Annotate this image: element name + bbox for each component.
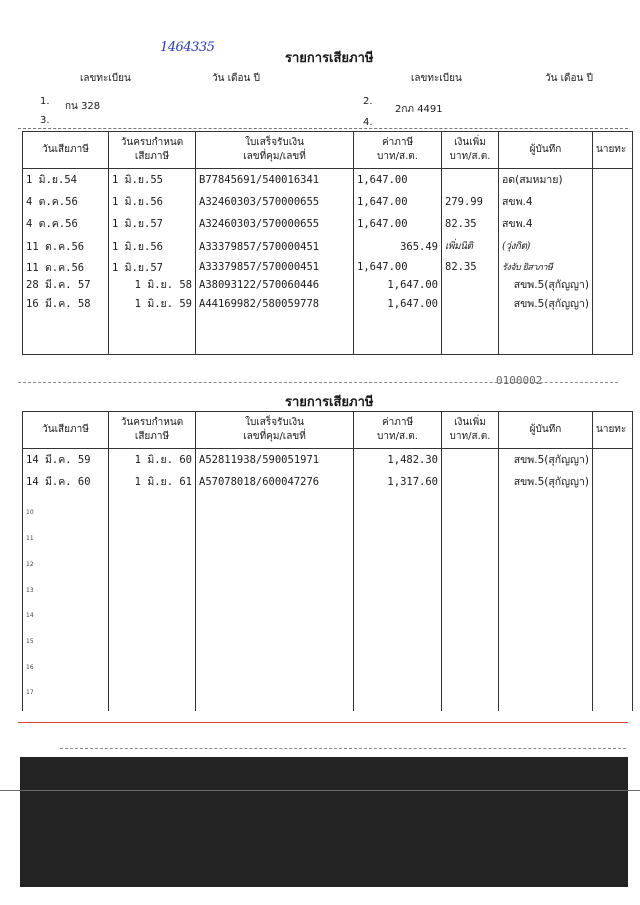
tax-date: 4 ต.ค.56: [23, 191, 109, 213]
tax-date: 28 มี.ค. 57: [23, 276, 109, 294]
due-date: 1 มิ.ย.57: [109, 259, 196, 276]
row-number: 17: [26, 689, 34, 696]
surcharge: [442, 471, 499, 493]
tax-date: 11 ต.ค.56: [23, 235, 109, 259]
col-receipt: ใบเสร็จรับเงิน เลขที่คุม/เลขที่: [196, 132, 354, 169]
table-row-empty: [23, 493, 633, 712]
left-registration-label: เลขทะเบียน: [80, 73, 131, 84]
surcharge: [442, 276, 499, 294]
table-row-empty: [23, 314, 633, 355]
tax: 365.49: [354, 235, 442, 259]
recorder: อด(สมหมาย): [499, 169, 593, 191]
table-row: [23, 191, 633, 213]
col-registrar: นายทะ: [593, 132, 633, 169]
col-receipt: ใบเสร็จรับเงิน เลขที่คุม/เลขที่: [196, 412, 354, 449]
col-registrar: นายทะ: [593, 412, 633, 449]
surcharge: [442, 169, 499, 191]
tax: 1,647.00: [354, 259, 442, 276]
tax: 1,647.00: [354, 213, 442, 235]
tax-table-2: [22, 411, 633, 711]
recorder: สขพ.5(สุกัญญา): [499, 294, 593, 314]
due-date: 1 มิ.ย.56: [109, 191, 196, 213]
col-due-date: วันครบกำหนด เสียภาษี: [109, 412, 196, 449]
tax-date: 14 มี.ค. 59: [23, 449, 109, 471]
table-row: [23, 294, 633, 314]
recorder: สขพ.4: [499, 213, 593, 235]
line4-number: 4.: [363, 117, 373, 128]
tax: 1,647.00: [354, 276, 442, 294]
due-date: 1 มิ.ย. 60: [109, 449, 196, 471]
row-number: 10: [26, 509, 34, 516]
stray-number: 0100002: [496, 374, 543, 387]
col-due-date: วันครบกำหนด เสียภาษี: [109, 132, 196, 169]
tax: 1,482.30: [354, 449, 442, 471]
due-date: 1 มิ.ย.55: [109, 169, 196, 191]
line1-plate: กน 328: [65, 101, 101, 112]
table-row: [23, 449, 633, 471]
surcharge: 82.35: [442, 213, 499, 235]
tax-date: 4 ต.ค.56: [23, 213, 109, 235]
col-surcharge: เงินเพิ่ม บาท/ส.ต.: [442, 412, 499, 449]
recorder: สขพ.5(สุกัญญา): [499, 471, 593, 493]
line2-number: 2.: [363, 96, 373, 107]
receipt: A32460303/570000655: [196, 213, 354, 235]
due-date: 1 มิ.ย. 61: [109, 471, 196, 493]
surcharge-handwritten: เพิ่มนิติ: [442, 235, 499, 259]
table-row: [23, 471, 633, 493]
row-number: 13: [26, 587, 34, 594]
tax-date: 14 มี.ค. 60: [23, 471, 109, 493]
receipt: B77845691/540016341: [196, 169, 354, 191]
tax-date: 11 ต.ค.56: [23, 259, 109, 276]
right-registration-label: เลขทะเบียน: [411, 73, 462, 84]
handwritten-document-id: 1464335: [160, 40, 215, 55]
line2-plate: 2กภ 4491: [395, 104, 443, 115]
right-date-label: วัน เดือน ปี: [545, 73, 593, 84]
row-number: 12: [26, 561, 34, 568]
tax-date: 16 มี.ค. 58: [23, 294, 109, 314]
due-date: 1 มิ.ย.57: [109, 213, 196, 235]
col-recorder: ผู้บันทึก: [499, 412, 593, 449]
col-tax-date: วันเสียภาษี: [23, 412, 109, 449]
receipt: A52811938/590051971: [196, 449, 354, 471]
due-date: 1 มิ.ย. 59: [109, 294, 196, 314]
surcharge: 82.35: [442, 259, 499, 276]
col-surcharge: เงินเพิ่ม บาท/ส.ต.: [442, 132, 499, 169]
recorder: สขพ.5(สุกัญญา): [499, 276, 593, 294]
line1-number: 1.: [40, 96, 50, 107]
receipt: A33379857/570000451: [196, 235, 354, 259]
receipt: A32460303/570000655: [196, 191, 354, 213]
row-number: 14: [26, 612, 34, 619]
tax: 1,317.60: [354, 471, 442, 493]
receipt: A38093122/570060446: [196, 276, 354, 294]
due-date: 1 มิ.ย.56: [109, 235, 196, 259]
tax: 1,647.00: [354, 191, 442, 213]
left-date-label: วัน เดือน ปี: [212, 73, 260, 84]
section1-title: รายการเสียภาษี: [285, 51, 374, 66]
recorder-handwritten: (วุ่งกิต): [499, 235, 593, 259]
recorder: สขพ.5(สุกัญญา): [499, 449, 593, 471]
col-tax-date: วันเสียภาษี: [23, 132, 109, 169]
row-number: 16: [26, 664, 34, 671]
due-date: 1 มิ.ย. 58: [109, 276, 196, 294]
scan-streak: [0, 790, 640, 791]
table-row: [23, 213, 633, 235]
top-dotted-rule: [18, 128, 628, 129]
tax-table-1: [22, 131, 633, 355]
table-row: [23, 276, 633, 294]
tax: 1,647.00: [354, 294, 442, 314]
recorder: สขพ.4: [499, 191, 593, 213]
surcharge: 279.99: [442, 191, 499, 213]
surcharge: [442, 449, 499, 471]
line3-number: 3.: [40, 115, 50, 126]
col-recorder: ผู้บันทึก: [499, 132, 593, 169]
col-tax: ค่าภาษี บาท/ส.ต.: [354, 412, 442, 449]
receipt: A57078018/600047276: [196, 471, 354, 493]
table-row: [23, 169, 633, 191]
red-guide-line: [18, 722, 628, 723]
receipt: A44169982/580059778: [196, 294, 354, 314]
row-number: 15: [26, 638, 34, 645]
receipt: A33379857/570000451: [196, 259, 354, 276]
table-row: [23, 259, 633, 276]
tax-date: 1 มิ.ย.54: [23, 169, 109, 191]
redaction-block: [20, 757, 628, 887]
table-row: [23, 235, 633, 259]
row-number: 11: [26, 535, 34, 542]
surcharge: [442, 294, 499, 314]
recorder-signature: รังจับ ยิสาภาษี: [499, 259, 593, 276]
col-tax: ค่าภาษี บาท/ส.ต.: [354, 132, 442, 169]
tax: 1,647.00: [354, 169, 442, 191]
section2-title: รายการเสียภาษี: [285, 395, 374, 410]
bottom-dotted-rule: [60, 748, 626, 749]
